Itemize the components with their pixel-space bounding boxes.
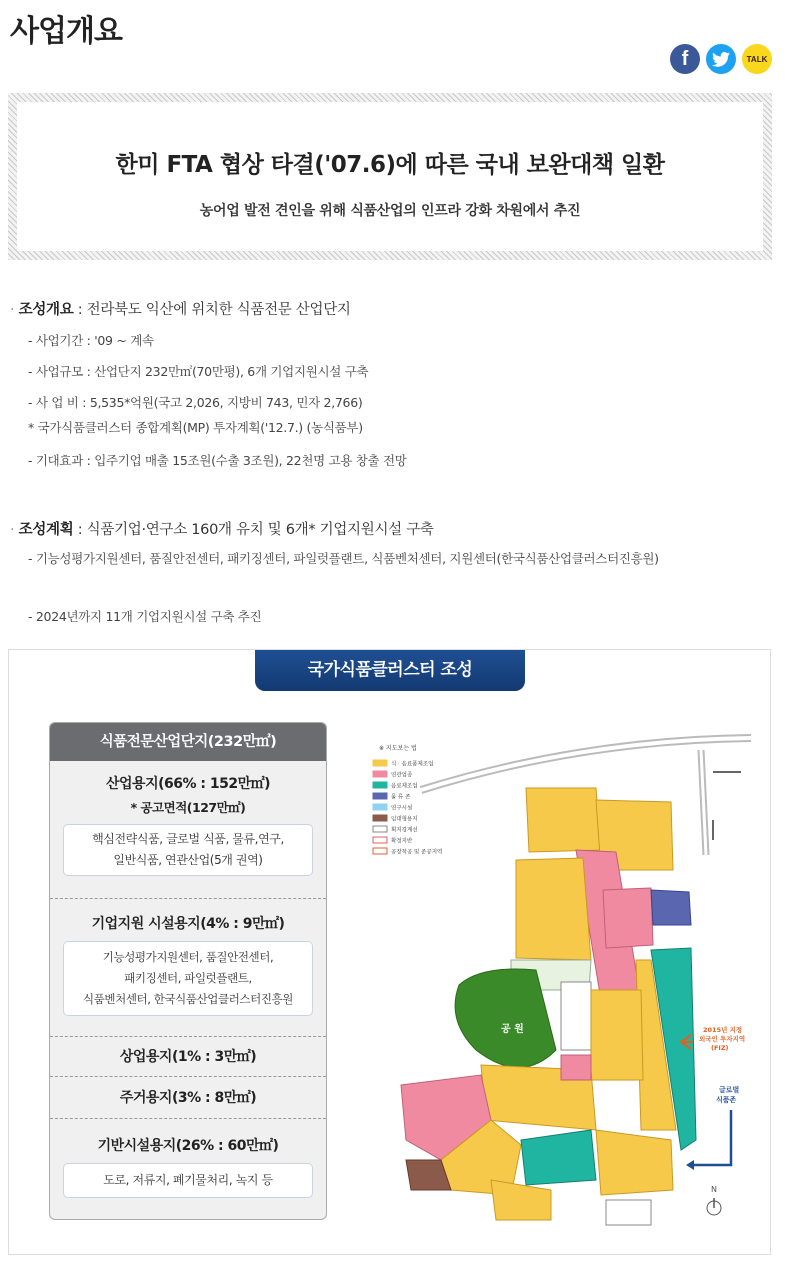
list-item: - 기능성평가지원센터, 품질안전센터, 패키징센터, 파일럿플랜트, 식품벤처센터, 지원센터(한국식품산업클러스터진흥원) [28, 551, 659, 566]
land-section-infra [50, 1119, 326, 1219]
section-card [63, 941, 313, 1016]
land-use-header: 식품전문산업단지(232만㎡) [50, 723, 326, 761]
list-item: * 국가식품클러스터 종합계획(MP) 투자계획('12.7.) (농식품부) [28, 420, 363, 435]
kakaotalk-icon[interactable]: TALK [742, 44, 772, 74]
section-title: 기업지원 시설용지(4% : 9만㎡) [91, 916, 285, 932]
twitter-icon[interactable] [706, 44, 736, 74]
card-line: 식품벤처센터, 한국식품산업클러스터진흥원 [83, 992, 293, 1006]
legend-swatch [373, 804, 387, 810]
cluster-site-map [351, 720, 765, 1250]
global-zone-arrow [691, 1110, 731, 1165]
legend-swatch [373, 760, 387, 766]
card-line: 도로, 저류지, 폐기물처리, 녹지 등 [103, 1173, 273, 1187]
section-title: 주거용지(3% : 8만㎡) [119, 1090, 257, 1106]
section-subtitle: * 공고면적(127만㎡) [130, 800, 246, 815]
share-buttons [670, 44, 772, 74]
legend-label: 연관업종 [391, 772, 413, 779]
legend-swatch [373, 771, 387, 777]
legend-title: ※ 지도보는 법 [379, 745, 417, 752]
section-title: 기반시설용지(26% : 60만㎡) [97, 1138, 279, 1154]
list-item: - 2024년까지 11개 기업지원시설 구축 추진 [28, 609, 262, 624]
page-title: 사업개요 [10, 14, 122, 49]
land-section-support [50, 899, 326, 1037]
overview-heading: · 조성개요 : 전라북도 익산에 위치한 식품전문 산업단지 [10, 302, 351, 318]
cluster-panel [8, 649, 771, 1255]
legend-swatch [373, 848, 387, 854]
card-line: 패키징센터, 파일럿플랜트, [124, 971, 252, 985]
map-legend [373, 744, 442, 856]
legend-label: 연구시설 [391, 805, 413, 812]
land-use-box [49, 722, 327, 1220]
overview-label: 조성개요 [18, 302, 74, 318]
land-section-commercial [50, 1037, 326, 1077]
panel-title: 국가식품클러스터 조성 [255, 650, 525, 691]
section-title: 산업용지(66% : 152만㎡) [106, 776, 270, 792]
land-section-industrial [50, 761, 326, 899]
legend-label: 확정지반 [391, 838, 413, 845]
legend-swatch [373, 837, 387, 843]
legend-swatch [373, 815, 387, 821]
card-line: 핵심전략식품, 글로벌 식품, 물류,연구, [92, 832, 284, 846]
park-label: 공 원 [501, 1024, 524, 1035]
facebook-icon[interactable]: f [670, 44, 700, 74]
legend-label: 임대형용지 [391, 816, 418, 823]
legend-label: 공장착공 및 준공지역 [391, 849, 443, 856]
legend-label: 음료제조업 [391, 783, 418, 790]
hero-title: 한미 FTA 협상 타결('07.6)에 따른 국내 보완대책 일환 [115, 152, 665, 178]
list-item: - 사업기간 : '09 ~ 계속 [28, 333, 154, 348]
legend-swatch [373, 793, 387, 799]
list-item: - 사업규모 : 산업단지 232만㎡(70만평), 6개 기업지원시설 구축 [28, 364, 369, 379]
overview-desc: : 전라북도 익산에 위치한 식품전문 산업단지 [73, 302, 351, 318]
card-line: 일반식품, 연관산업(5개 권역) [113, 853, 263, 867]
hero-banner [8, 93, 772, 260]
legend-swatch [373, 782, 387, 788]
section-card [63, 1163, 313, 1198]
list-item: - 기대효과 : 입주기업 매출 15조원(수출 3조원), 22천명 고용 창출 전망 [28, 453, 407, 468]
land-section-residential [50, 1077, 326, 1119]
legend-label: 식 · 음료품제조업 [391, 761, 434, 768]
section-title: 상업용지(1% : 3만㎡) [119, 1049, 257, 1065]
global-label-1: 글로벌 [719, 1086, 740, 1094]
north-label: N [711, 1185, 717, 1194]
section-card [63, 824, 313, 876]
legend-label: 물 류 존 [391, 794, 411, 801]
fiz-label-1: 2015년 지정 [703, 1026, 743, 1034]
site-blocks [401, 788, 696, 1225]
plan-desc: : 식품기업·연구소 160개 유치 및 6개* 기업지원시설 구축 [73, 522, 434, 538]
card-line: 기능성평가지원센터, 품질안전센터, [102, 950, 274, 964]
list-item: - 사 업 비 : 5,535*억원(국고 2,026, 지방비 743, 민자 2,766) [28, 395, 363, 410]
fiz-label-2: 외국인 투자지역 [699, 1035, 746, 1043]
fiz-label-3: (FIZ) [711, 1044, 729, 1052]
global-label-2: 식품존 [716, 1096, 737, 1104]
plan-label: 조성계획 [18, 522, 74, 538]
plan-heading: · 조성계획 : 식품기업·연구소 160개 유치 및 6개* 기업지원시설 구축 [10, 522, 434, 538]
hero-subtitle: 농어업 발전 견인을 위해 식품산업의 인프라 강화 차원에서 추진 [199, 203, 581, 219]
legend-swatch [373, 826, 387, 832]
legend-label: 획지경계선 [391, 827, 418, 834]
